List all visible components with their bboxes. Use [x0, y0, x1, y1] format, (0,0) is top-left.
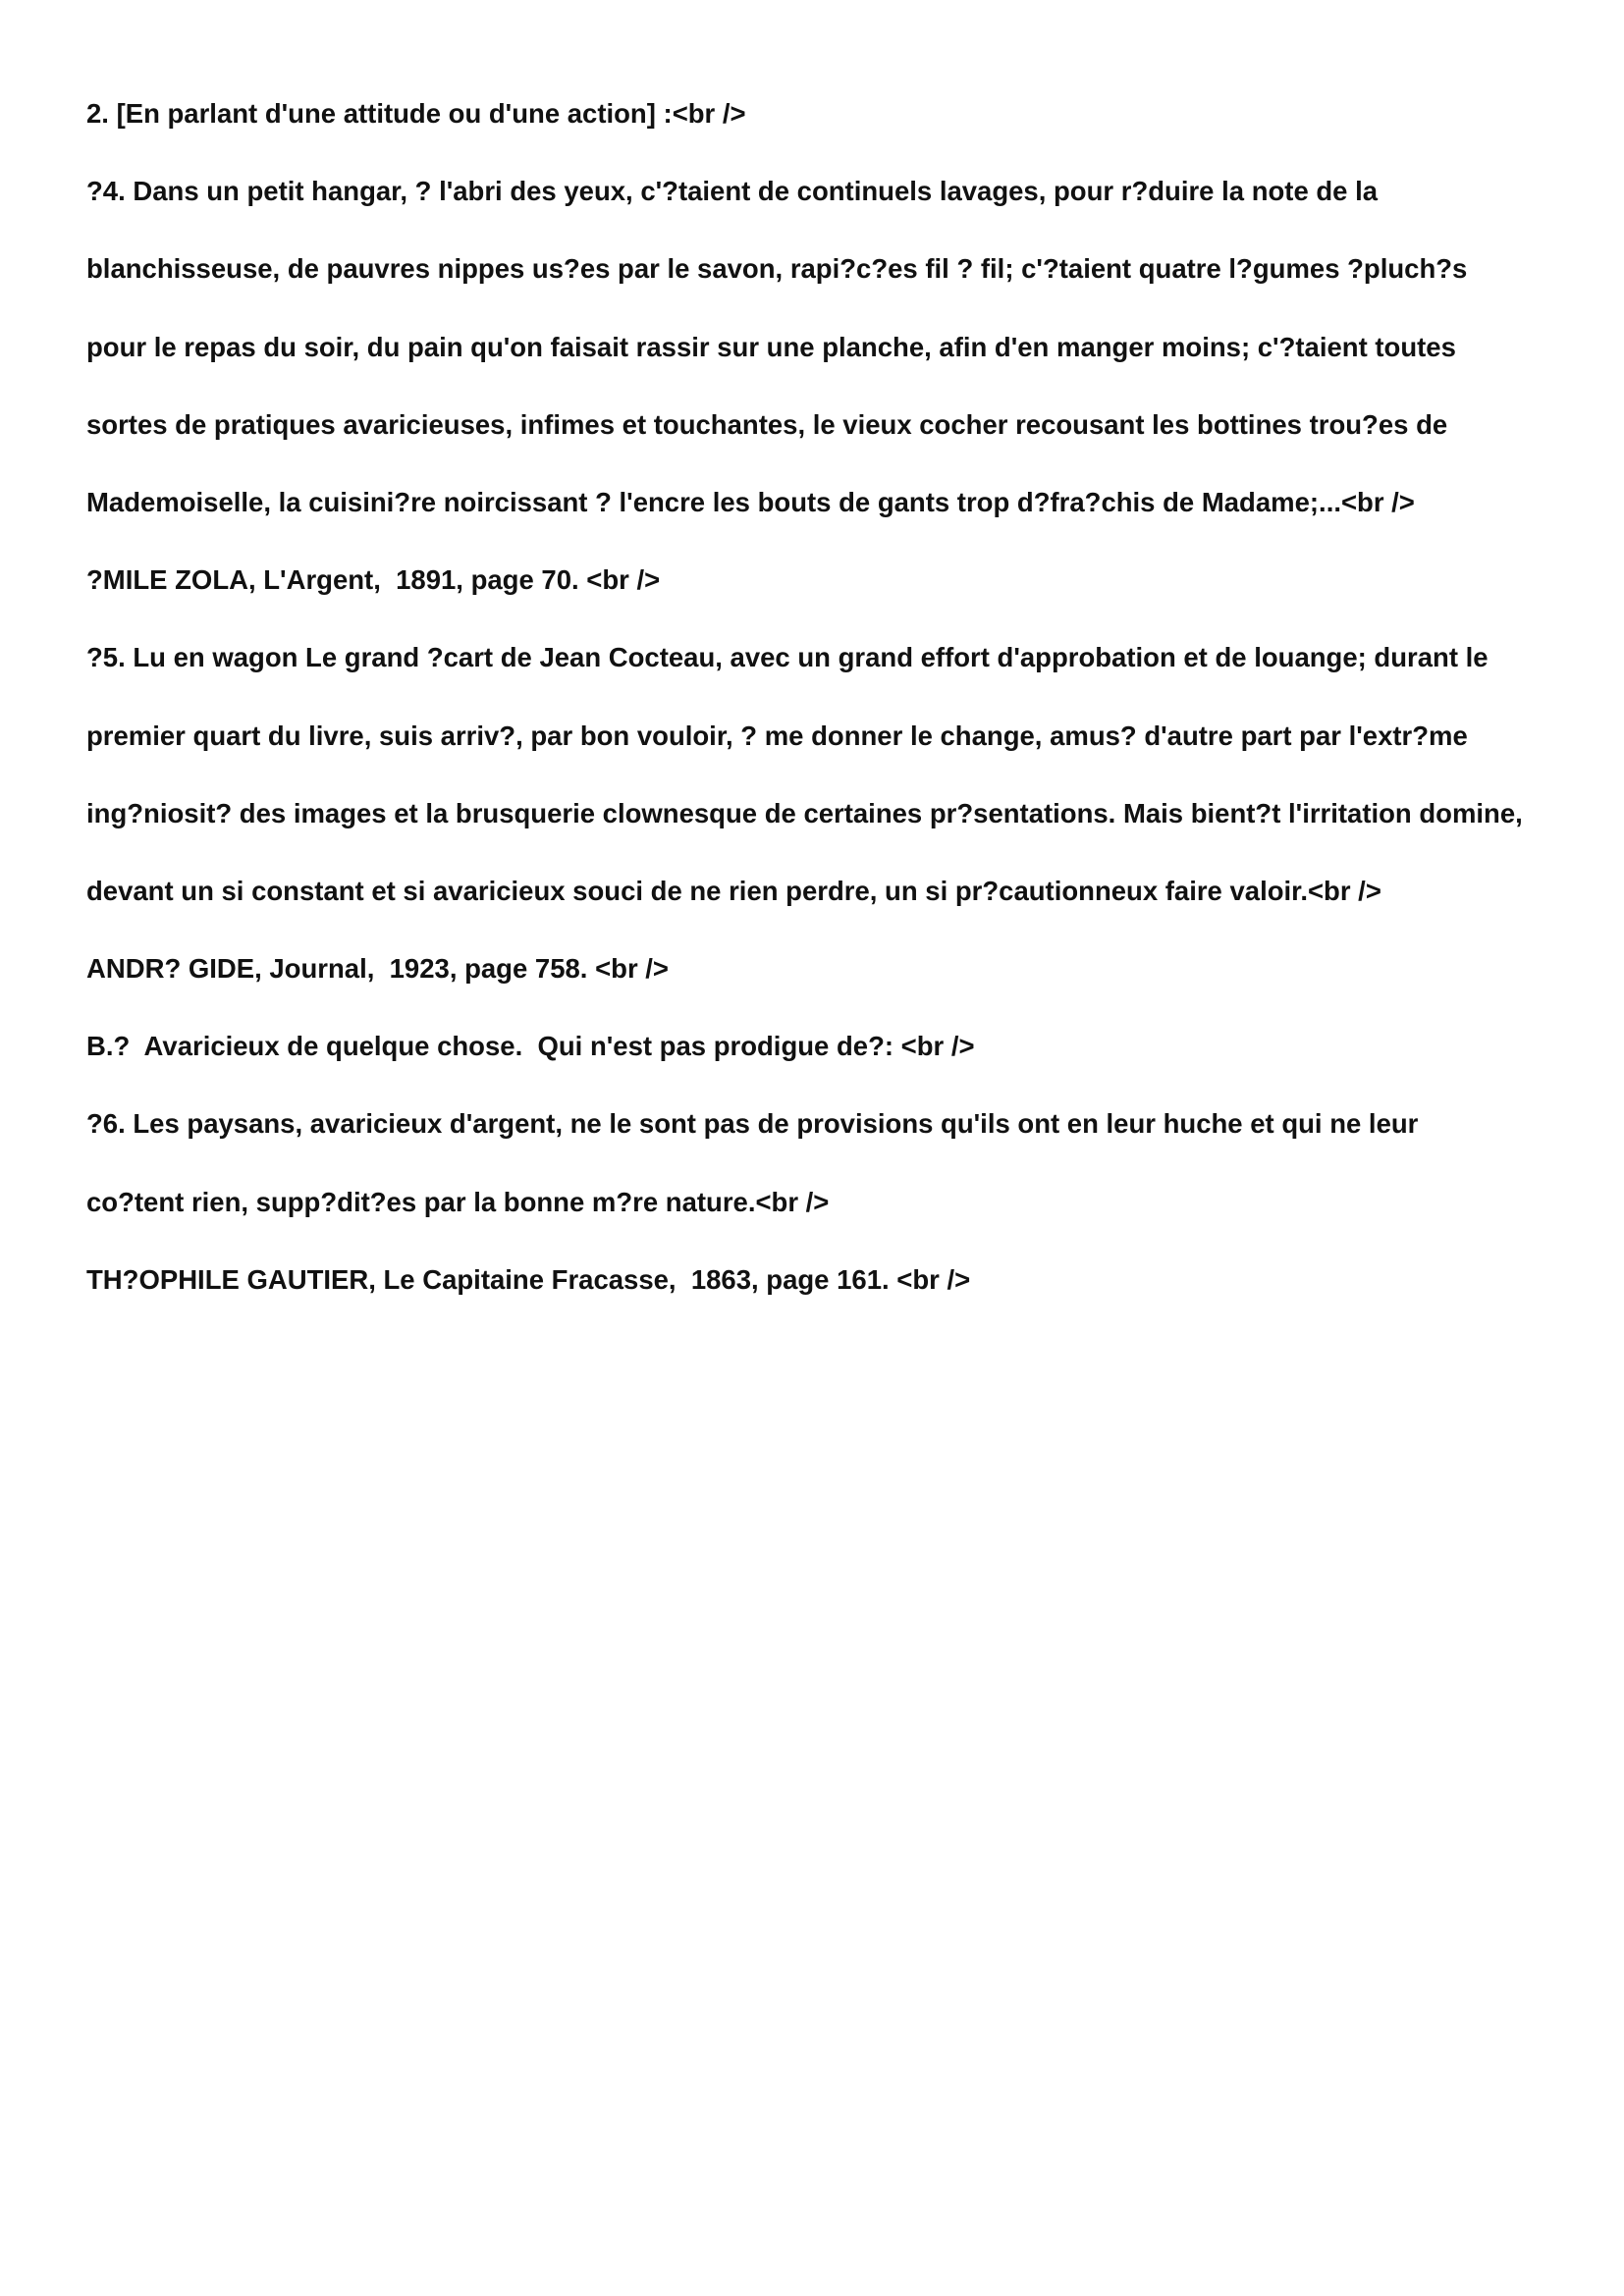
- quote-6-line-2: co?tent rien, supp?dit?es par la bonne m?re nature.<br />: [86, 1186, 830, 1217]
- quote-5-line-3: ing?niosit? des images et la brusquerie clownesque de certaines pr?sentations. Mais bient?t l'irritation domine,: [86, 797, 1523, 828]
- document-page: [86, 94, 1579, 1338]
- heading-line: 2. [En parlant d'une attitude ou d'une action] :<br />: [86, 98, 746, 129]
- citation-zola: ?MILE ZOLA, L'Argent, 1891, page 70. <br />: [86, 564, 661, 596]
- subsection-heading: B.? Avaricieux de quelque chose. Qui n'est pas prodigue de?: <br />: [86, 1031, 975, 1062]
- citation-gide: ANDR? GIDE, Journal, 1923, page 758. <br />: [86, 953, 669, 985]
- quote-5-line-4: devant un si constant et si avaricieux souci de ne rien perdre, un si pr?cautionneux faire valoir.<br />: [86, 875, 1381, 906]
- quote-4-line-3: pour le repas du soir, du pain qu'on faisait rassir sur une planche, afin d'en manger moins; c'?taient toutes: [86, 331, 1456, 362]
- citation-gautier: TH?OPHILE GAUTIER, Le Capitaine Fracasse, 1863, page 161. <br />: [86, 1263, 971, 1295]
- quote-4-line-1: ?4. Dans un petit hangar, ? l'abri des yeux, c'?taient de continuels lavages, pour r?duire la note de la: [86, 176, 1379, 207]
- quote-5-line-2: premier quart du livre, suis arriv?, par bon vouloir, ? me donner le change, amus? d'autre part par l'extr?me: [86, 720, 1468, 751]
- quote-4-line-5: Mademoiselle, la cuisini?re noircissant ? l'encre les bouts de gants trop d?fra?chis de Madame;...<br />: [86, 486, 1415, 517]
- quote-4-line-4: sortes de pratiques avaricieuses, infimes et touchantes, le vieux cocher recousant les bottines trou?es de: [86, 408, 1448, 440]
- quote-5-line-1: ?5. Lu en wagon Le grand ?cart de Jean Cocteau, avec un grand effort d'approbation et de louange; durant le: [86, 642, 1489, 673]
- quote-6-line-1: ?6. Les paysans, avaricieux d'argent, ne le sont pas de provisions qu'ils ont en leur huche et qui ne leur: [86, 1108, 1419, 1140]
- quote-4-line-2: blanchisseuse, de pauvres nippes us?es par le savon, rapi?c?es fil ? fil; c'?taient quatre l?gumes ?pluch?s: [86, 253, 1468, 285]
